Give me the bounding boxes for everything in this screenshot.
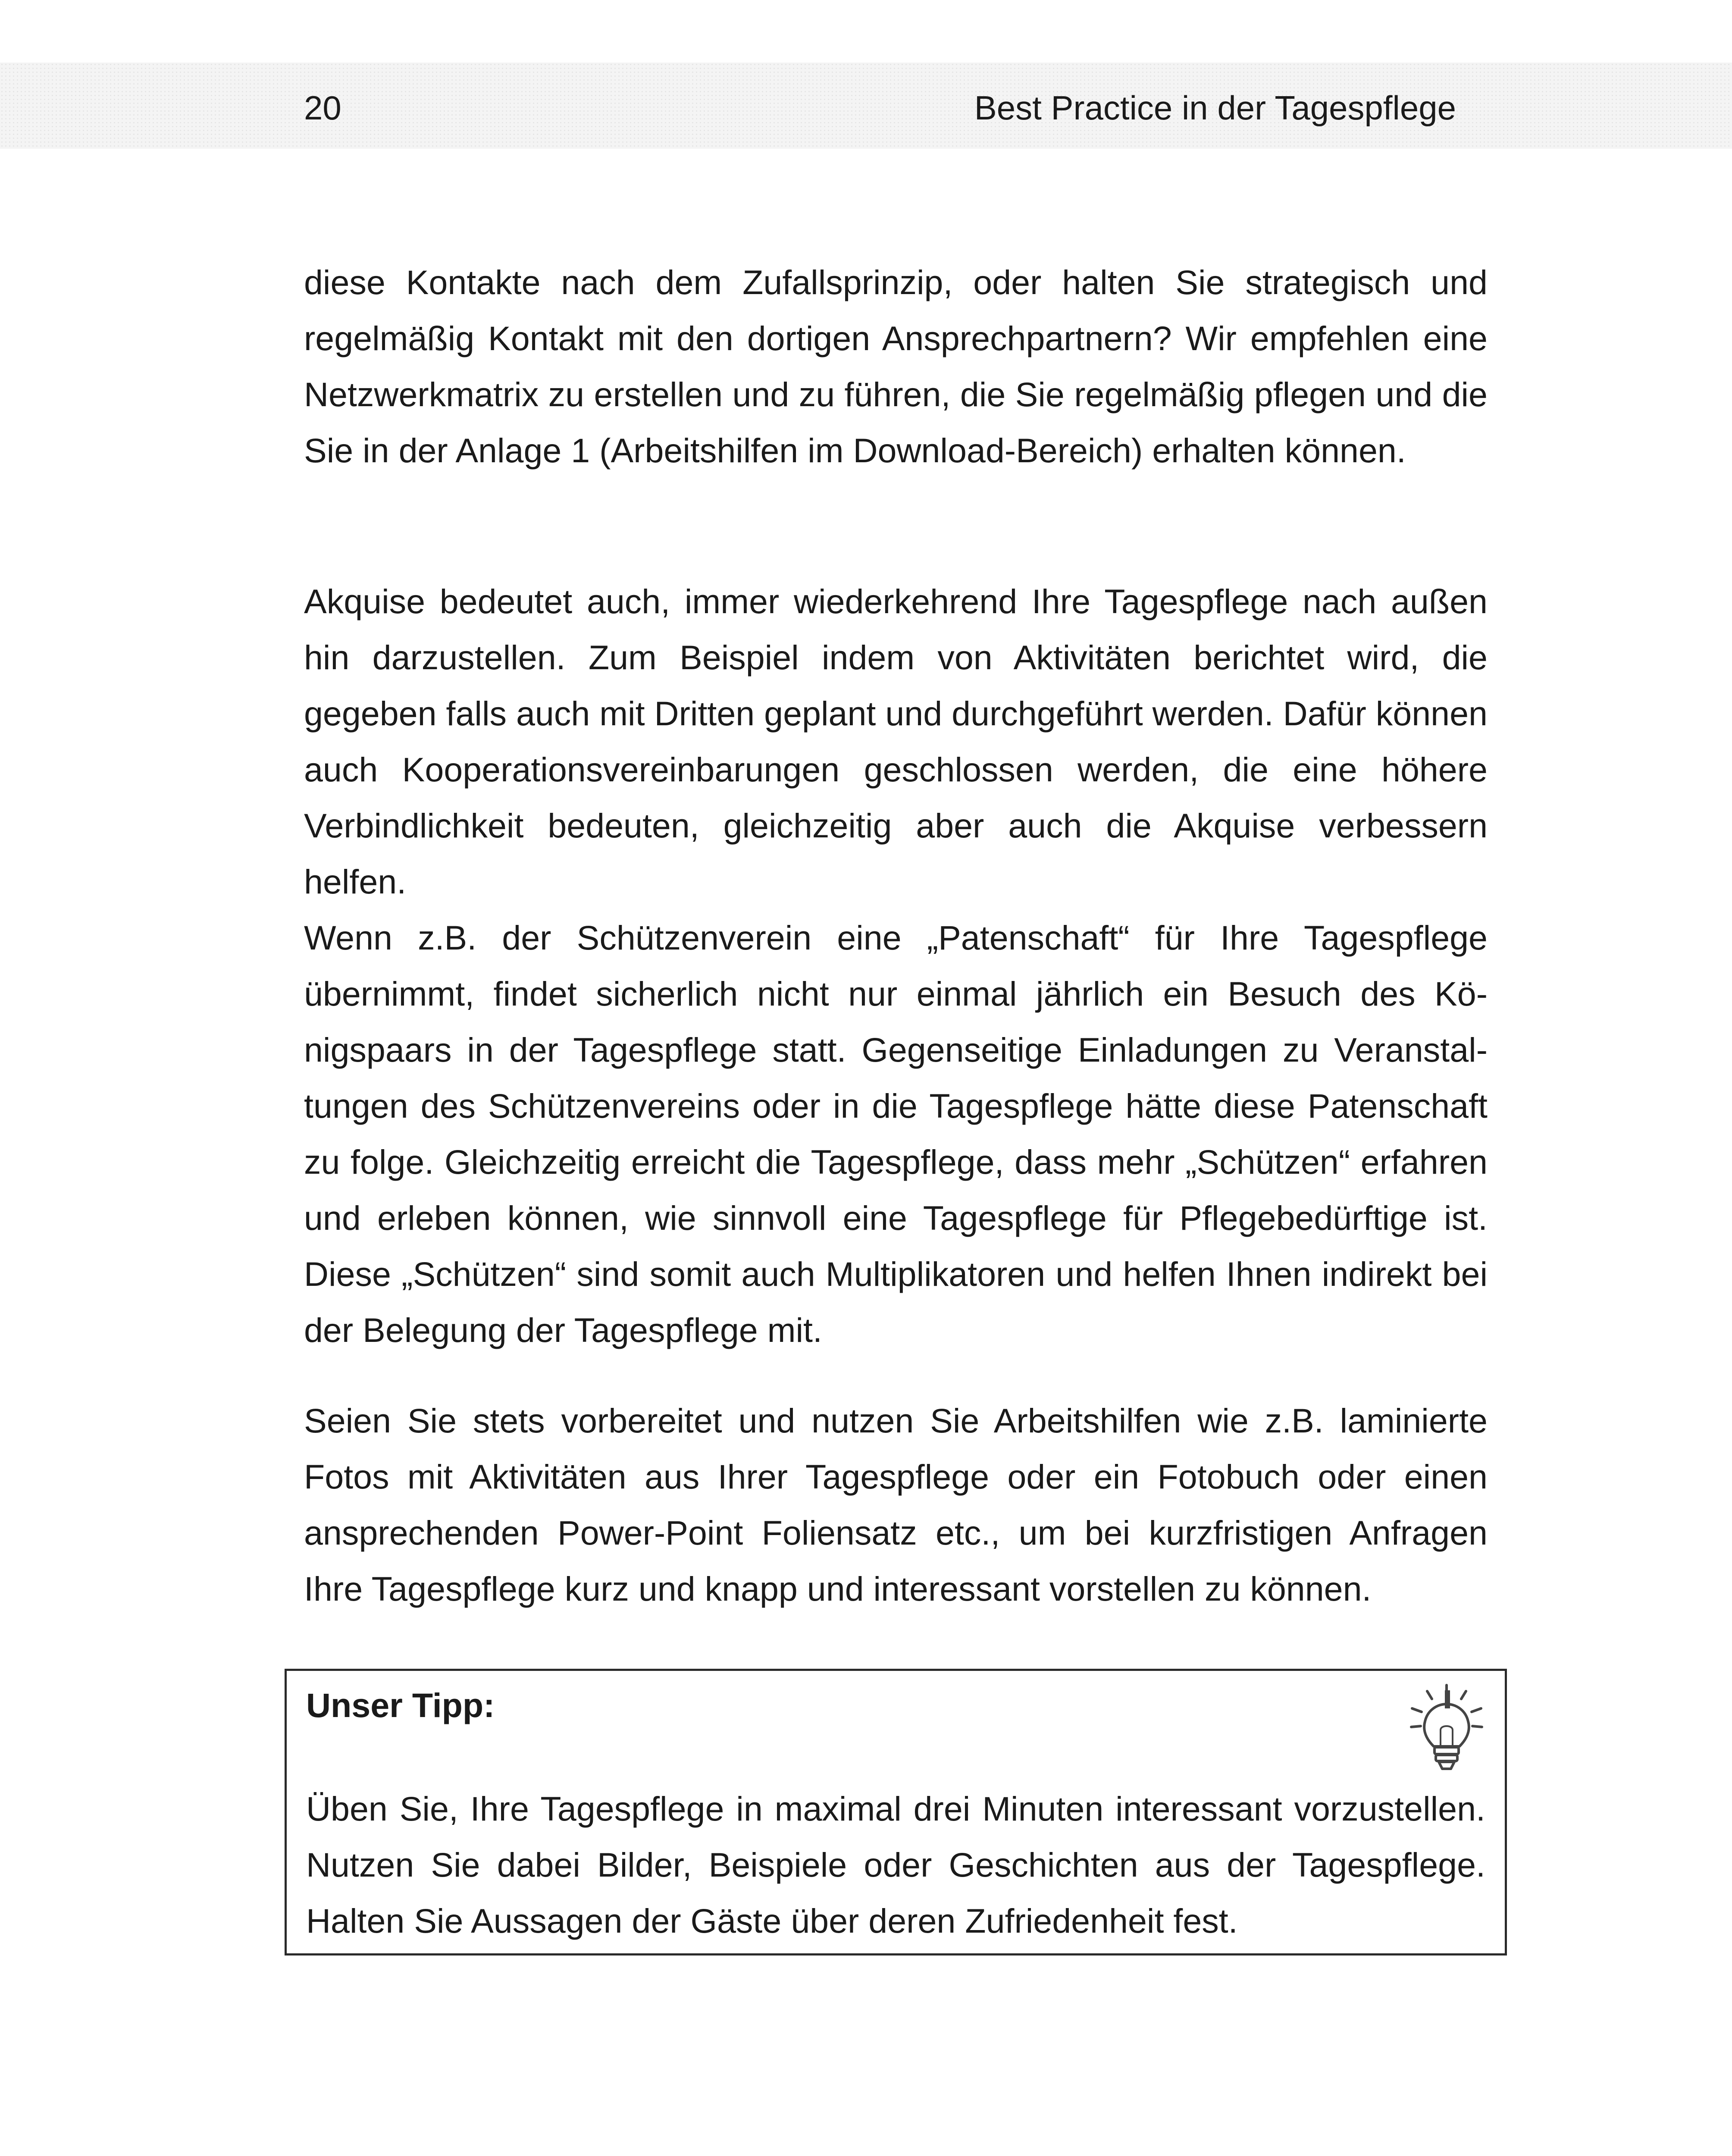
body-paragraph-4	[304, 1393, 1488, 1617]
body-paragraph-2	[304, 573, 1488, 1358]
paragraph-text: Seien Sie stets vorbereitet und nutzen Sie Arbeitshilfen wie z.B. laminierte Fotos mit Aktivitäten aus Ihrer Tagespflege oder ein Fotobuch oder einen ansprechenden Power-Point Foliensatz etc., um bei kurzfristigen Anfragen Ihre Tagespflege kurz und knapp und interessant vorstellen zu können.	[304, 1401, 1488, 1608]
tip-box	[285, 1669, 1507, 1955]
paragraph-text: diese Kontakte nach dem Zufallsprinzip, oder halten Sie strategisch und regelmäßig Kontakt mit den dortigen Ansprechpartnern? Wir empfehlen eine Netzwerkmatrix zu erstellen und zu führen, die Sie regelmäßig pflegen und die Sie in der Anlage 1 (Arbeitshilfen im Download-Bereich) erhalten können.	[304, 263, 1488, 470]
lightbulb-icon	[1403, 1682, 1490, 1777]
body-paragraph-1	[304, 254, 1488, 479]
paragraph-text: Akquise bedeutet auch, immer wiederkehrend Ihre Tagespflege nach außen hin darzustellen. Zum Beispiel indem von Aktivitäten berichtet wird, die gegeben falls auch mit Dritten geplant und durchgeführt werden. Dafür können auch Kooperationsvereinbarungen geschlossen werden, die eine höhere Verbindlichkeit bedeuten, gleichzeitig aber auch die Akquise verbessern helfen.	[304, 582, 1488, 901]
paragraph-text: Wenn z.B. der Schützenverein eine „Patenschaft“ für Ihre Tagespflege übernimmt, findet sicherlich nicht nur einmal jährlich ein Besuch des Königspaars in der Tagespflege statt. Gegenseitige Einladungen zu Veranstaltungen des Schützenvereins oder in die Tagespflege hätte diese Patenschaft zu folge. Gleichzeitig erreicht die Tagespflege, dass mehr „Schützen“ erfahren und erleben können, wie sinnvoll eine Tagespflege für Pflegebedürftige ist. Diese „Schützen“ sind somit auch Multiplikatoren und helfen Ihnen indirekt bei der Belegung der Tagespflege mit.	[304, 918, 1488, 1349]
page-number: 20	[304, 89, 341, 127]
header-band	[0, 63, 1732, 149]
tip-title: Unser Tipp:	[306, 1686, 495, 1724]
running-title: Best Practice in der Tagespflege	[974, 89, 1456, 127]
tip-text: Üben Sie, Ihre Tagespflege in maximal drei Minuten interessant vorzustellen. Nutzen Sie dabei Bilder, Beispiele oder Geschichten aus der Tagespflege. Halten Sie Aussagen der Gäste über deren Zufriedenheit fest.	[306, 1789, 1485, 1940]
